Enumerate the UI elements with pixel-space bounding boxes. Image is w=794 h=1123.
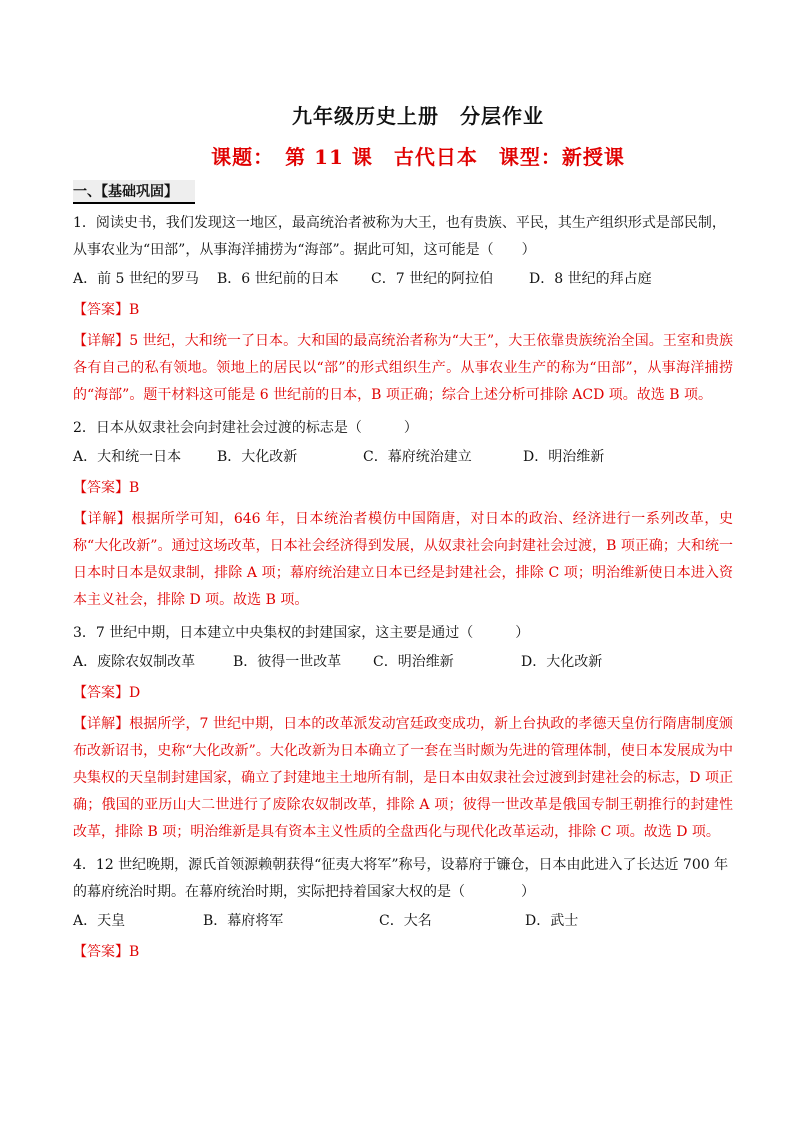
question-stem: 3．7 世纪中期，日本建立中央集权的封建国家，这主要是通过（ ） [73,625,530,641]
option-d: D．大化改新 [521,654,603,670]
option-b: B．彼得一世改革 [233,654,342,670]
option-a: A．废除农奴制改革 [73,654,196,670]
options-row [73,266,733,293]
option-d: D．明治维新 [523,449,605,465]
options-row [73,444,733,471]
option-d: D．8 世纪的拜占庭 [529,271,652,287]
options-row [73,908,733,935]
answer: 【答案】D [73,685,141,701]
option-c: C．幕府统治建立 [363,449,472,465]
detail: 【详解】根据所学，7 世纪中期，日本的改革派发动宫廷政变成功，新上台执政的孝德天皇仿行隋唐制度颁布改新诏书，史称“大化改新”。大化改新为日本确立了一套在当时颇为先进的管理体制，使日本发展成为中央集权的天皇制封建国家，确立了封建地主土地所有制，是日本由奴隶社会过渡到封建社会的标志，D 项正确；俄国的亚历山大二世进行了废除农奴制改革，排除 A 项；彼得一世改革是俄国专制王朝推行的封建性改革，排除 B 项；明治维新是具有资本主义性质的全盘西化与现代化改革运动，排除 C 项。故选 D 项。 [73,716,733,840]
option-c: C．明治维新 [373,654,454,670]
options-row [73,649,733,676]
option-c: C．大名 [379,913,432,929]
question-3 [73,620,733,846]
answer: 【答案】B [73,302,140,318]
answer: 【答案】B [73,944,140,960]
page-title: 九年级历史上册 分层作业 [292,104,544,128]
detail: 【详解】根据所学可知，646 年，日本统治者模仿中国隋唐，对日本的政治、经济进行一系列改革，史称“大化改新”。通过这场改革，日本社会经济得到发展，从奴隶社会向封建社会过渡，B 项正确；大和统一 日本时日本是奴隶制，排除 A 项；幕府统治建立日本已经是封建社会，排除 C 项；明治维新使日本进入资本主义社会，排除 D 项。故选 B 项。 [73,511,733,608]
option-b: B．幕府将军 [203,913,284,929]
option-a: A．天皇 [73,913,126,929]
document-page [73,100,733,966]
option-b: B．6 世纪前的日本 [217,271,339,287]
option-d: D．武士 [525,913,579,929]
section-heading: 一、【基础巩固】 [73,180,195,204]
option-b: B．大化改新 [217,449,298,465]
question-stem: 1．阅读史书，我们发现这一地区，最高统治者被称为大王，也有贵族、平民，其生产组织形式是部民制，从事农业为“田部”，从事海洋捕捞为“海部”。据此可知，这可能是（ ） [73,215,726,258]
option-c: C．7 世纪的阿拉伯 [371,271,494,287]
option-a: A．前 5 世纪的罗马 [73,271,199,287]
question-1 [73,210,733,409]
answer: 【答案】B [73,480,140,496]
detail: 【详解】5 世纪，大和统一了日本。大和国的最高统治者称为“大王”，大王依靠贵族统治全国。王室和贵族各有自己的私有领地。领地上的居民以“部”的形式组织生产。从事农业生产的称为“田部”，从事海洋捕捞的“海部”。题干材料这可能是 6 世纪前的日本，B 项正确；综合上述分析可排除 ACD 项。故选 B 项。 [73,333,733,403]
question-2 [73,415,733,614]
question-stem: 4．12 世纪晚期，源氏首领源赖朝获得“征夷大将军”称号，设幕府于镰仓，日本由此进入了长达近 700 年的幕府统治时期。在幕府统治时期，实际把持着国家大权的是（ ） [73,857,729,900]
lesson-subtitle: 课题： 第 11 课 古代日本 课型：新授课 [211,145,625,169]
question-4 [73,852,733,966]
question-stem: 2．日本从奴隶社会向封建社会过渡的标志是（ ） [73,420,418,436]
option-a: A．大和统一日本 [73,449,182,465]
